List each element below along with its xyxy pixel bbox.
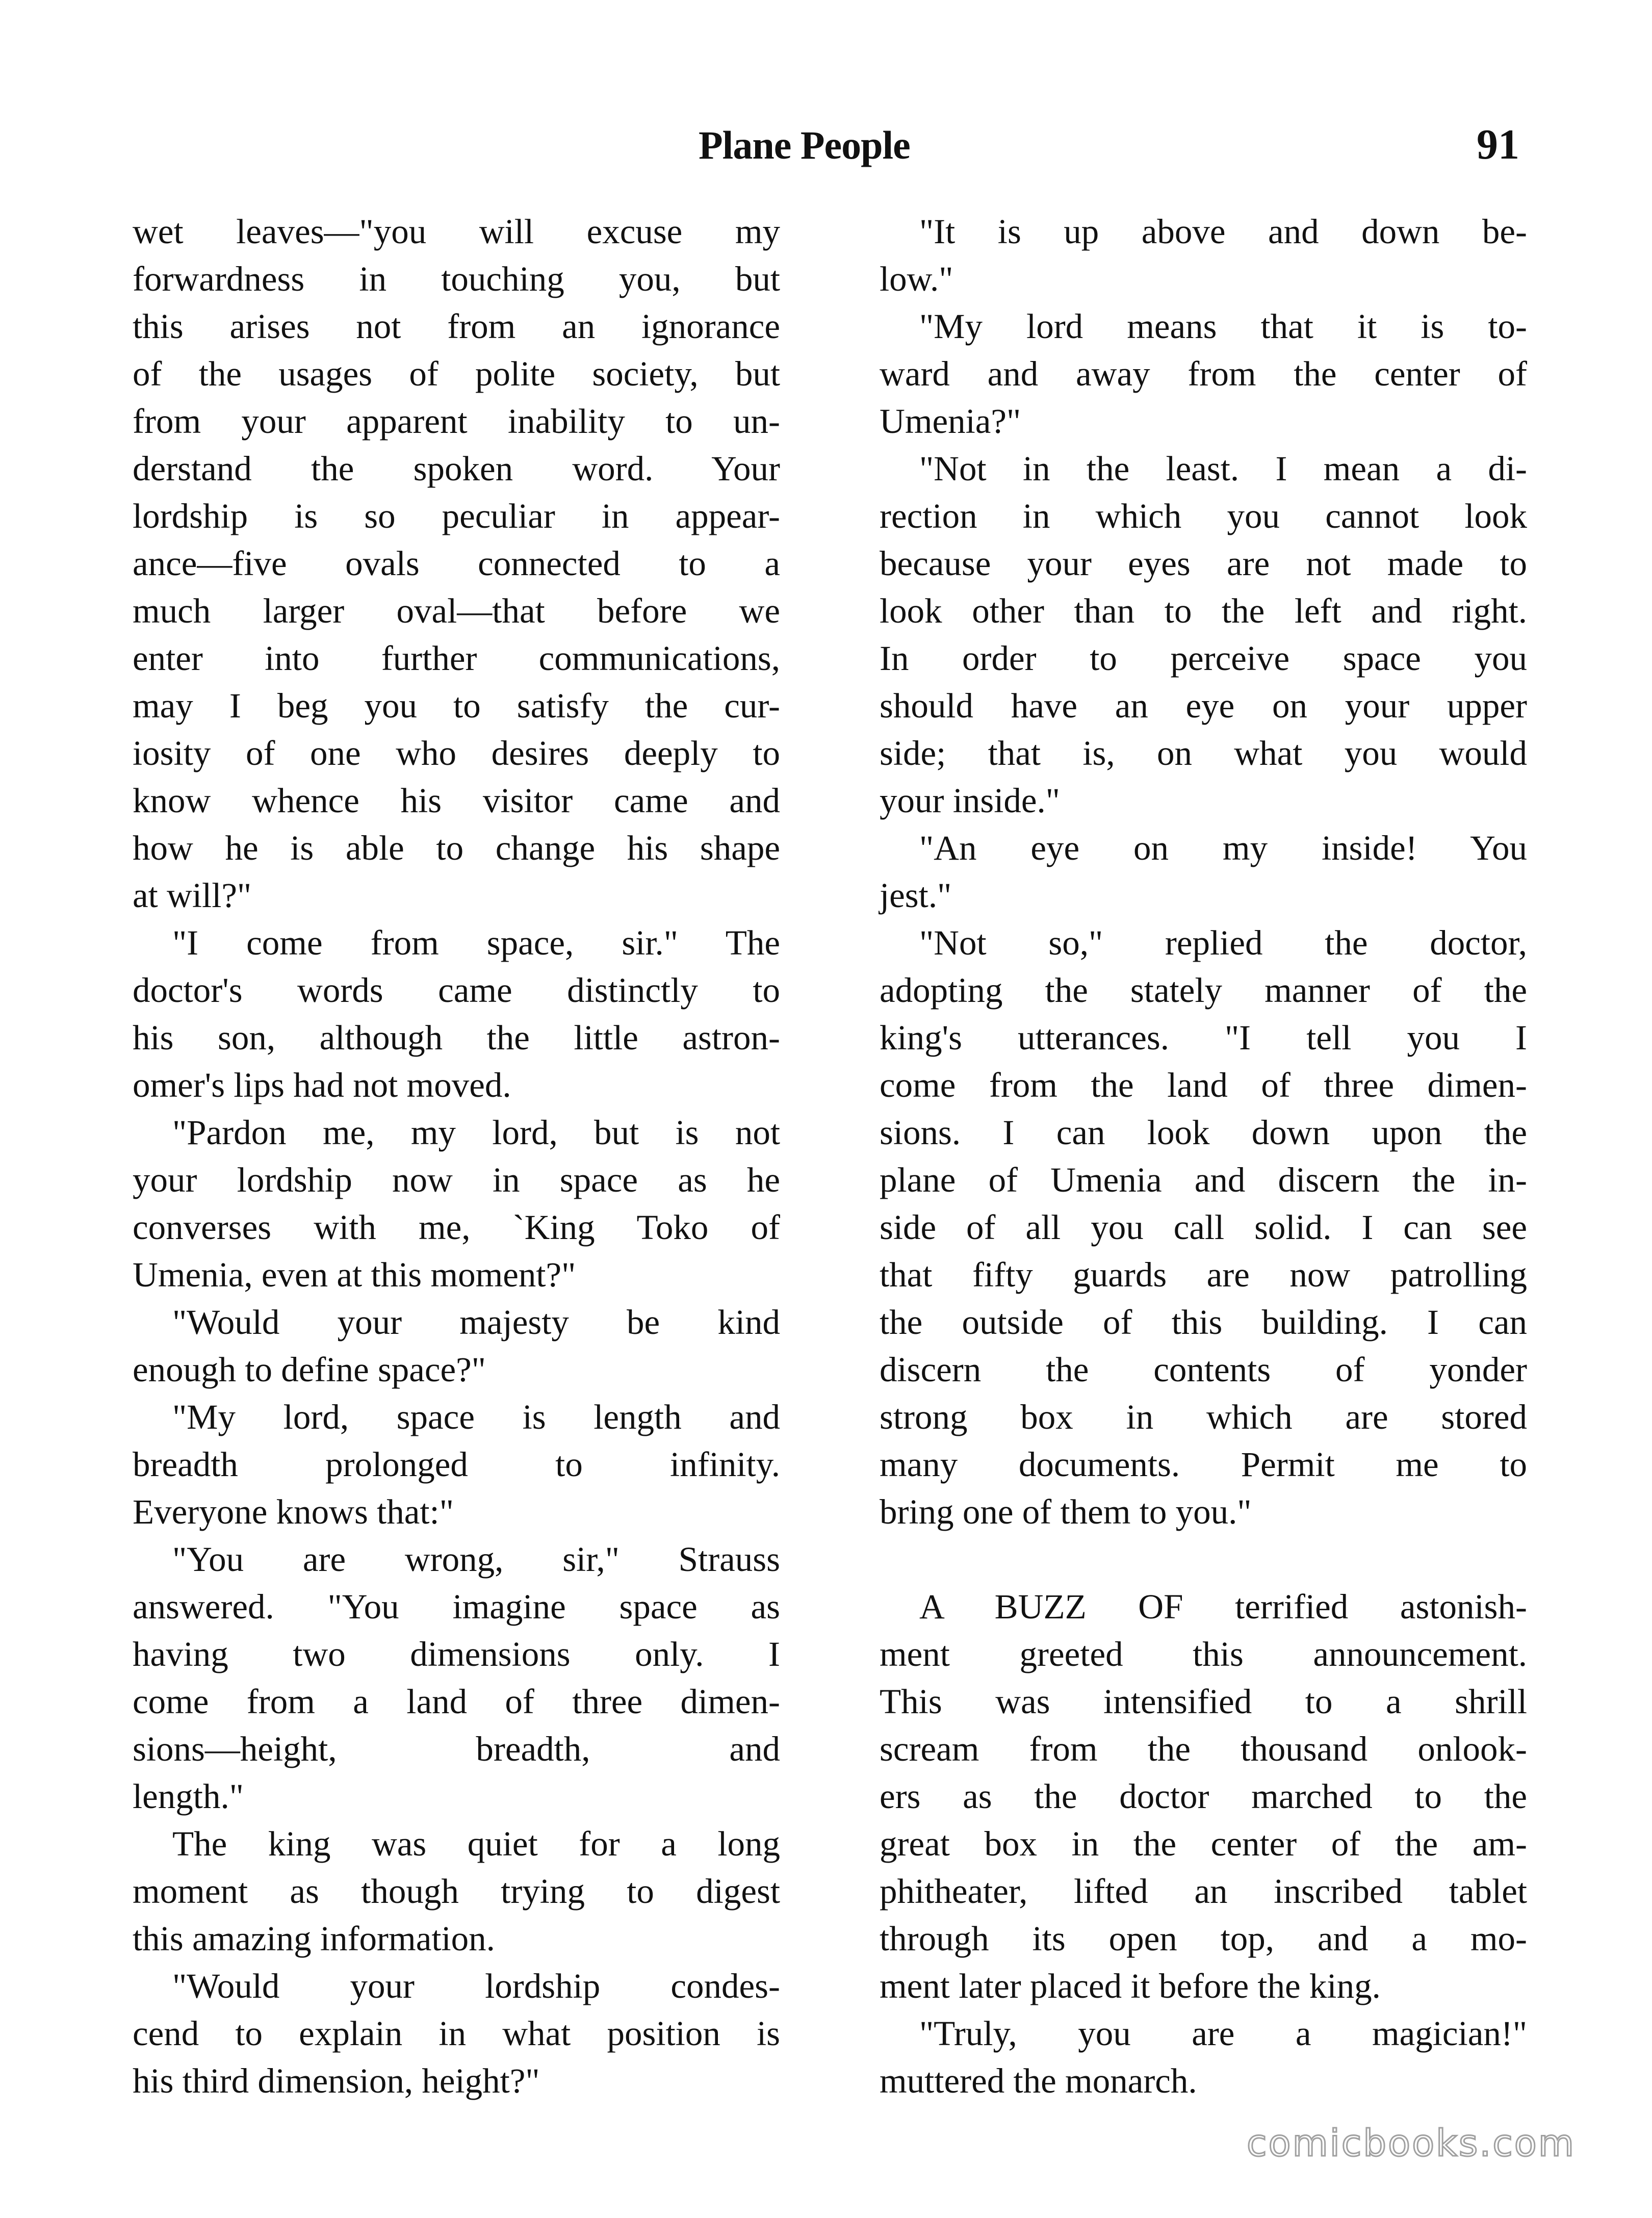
text-line: phitheater, lifted an inscribed tablet	[880, 1872, 1527, 1911]
text-line: come from the land of three dimen-	[880, 1066, 1527, 1104]
text-line: "Not so," replied the doctor,	[919, 923, 1527, 962]
text-line: omer's lips had not moved.	[133, 1066, 511, 1104]
text-line: bring one of them to you."	[880, 1492, 1252, 1531]
text-line: know whence his visitor came and	[133, 781, 780, 820]
text-line: his third dimension, height?"	[133, 2061, 540, 2100]
text-line: answered. "You imagine space as	[133, 1587, 780, 1626]
text-line: "An eye on my inside! You	[919, 829, 1527, 867]
text-line: sions. I can look down upon the	[880, 1113, 1527, 1152]
text-line: "You are wrong, sir," Strauss	[172, 1540, 780, 1579]
text-line: "Would your lordship condes-	[172, 1967, 780, 2005]
text-line: doctor's words came distinctly to	[133, 971, 780, 1010]
text-line: forwardness in touching you, but	[133, 260, 780, 298]
text-line: converses with me, `King Toko of	[133, 1208, 780, 1247]
text-line: his son, although the little astron-	[133, 1018, 780, 1057]
text-line: lordship is so peculiar in appear-	[133, 497, 780, 535]
text-line: In order to perceive space you	[880, 639, 1527, 678]
page-number: 91	[1477, 121, 1519, 168]
text-line: ment later placed it before the king.	[880, 1967, 1381, 2005]
running-header-title: Plane People	[699, 123, 910, 167]
text-line: plane of Umenia and discern the in-	[880, 1160, 1527, 1199]
text-line: sions—height, breadth, and	[133, 1730, 780, 1768]
site-watermark: comicbooks.com	[1246, 2122, 1576, 2164]
text-line: side of all you call solid. I can see	[880, 1208, 1527, 1247]
text-line: may I beg you to satisfy the cur-	[133, 686, 780, 725]
text-line: rection in which you cannot look	[880, 497, 1527, 535]
text-line: Everyone knows that:"	[133, 1492, 454, 1531]
text-line: king's utterances. "I tell you I	[880, 1018, 1527, 1057]
text-line: enter into further communications,	[133, 639, 780, 678]
text-line: derstand the spoken word. Your	[133, 449, 780, 488]
text-line: ance—five ovals connected to a	[133, 544, 780, 583]
text-line: that fifty guards are now patrolling	[880, 1255, 1527, 1294]
text-line: strong box in which are stored	[880, 1398, 1527, 1436]
text-line: Umenia?"	[880, 402, 1021, 441]
text-line: how he is able to change his shape	[133, 829, 780, 867]
text-line: ers as the doctor marched to the	[880, 1777, 1527, 1816]
text-line: your lordship now in space as he	[133, 1160, 780, 1199]
text-line: side; that is, on what you would	[880, 734, 1527, 772]
text-line: length."	[133, 1777, 244, 1816]
text-line: wet leaves—"you will excuse my	[133, 212, 780, 251]
text-line: ward and away from the center of	[880, 354, 1527, 393]
text-line: discern the contents of yonder	[880, 1350, 1527, 1389]
text-line: jest."	[880, 876, 952, 915]
text-line: "Not in the least. I mean a di-	[919, 449, 1527, 488]
left-text-column	[133, 208, 780, 2105]
text-line: "Would your majesty be kind	[172, 1303, 780, 1342]
text-line: of the usages of polite society, but	[133, 354, 780, 393]
text-line: "Pardon me, my lord, but is not	[172, 1113, 780, 1152]
text-line: this arises not from an ignorance	[133, 307, 780, 346]
text-line: great box in the center of the am-	[880, 1824, 1527, 1863]
text-line: this amazing information.	[133, 1919, 495, 1958]
text-line: enough to define space?"	[133, 1350, 486, 1389]
text-line: A BUZZ OF terrified astonish-	[919, 1587, 1527, 1626]
text-line: come from a land of three dimen-	[133, 1682, 780, 1721]
text-line: "My lord means that it is to-	[919, 307, 1527, 346]
text-line: should have an eye on your upper	[880, 686, 1527, 725]
text-line: "Truly, you are a magician!"	[919, 2014, 1527, 2053]
text-line: many documents. Permit me to	[880, 1445, 1527, 1484]
text-line: scream from the thousand onlook-	[880, 1730, 1527, 1768]
text-line: ment greeted this announcement.	[880, 1635, 1527, 1673]
text-line: low."	[880, 260, 953, 298]
text-line: "I come from space, sir." The	[172, 923, 780, 962]
text-line: cend to explain in what position is	[133, 2014, 780, 2053]
text-line: look other than to the left and right.	[880, 591, 1527, 630]
text-line: "My lord, space is length and	[172, 1398, 780, 1436]
text-line: Umenia, even at this moment?"	[133, 1255, 576, 1294]
text-line: having two dimensions only. I	[133, 1635, 780, 1673]
text-line: the outside of this building. I can	[880, 1303, 1527, 1342]
text-line: iosity of one who desires deeply to	[133, 734, 780, 772]
text-line: The king was quiet for a long	[172, 1824, 780, 1863]
text-line: muttered the monarch.	[880, 2061, 1197, 2100]
text-line: moment as though trying to digest	[133, 1872, 780, 1911]
text-line: This was intensified to a shrill	[880, 1682, 1527, 1721]
right-text-column	[880, 208, 1527, 2105]
text-line: adopting the stately manner of the	[880, 971, 1527, 1010]
text-line: at will?"	[133, 876, 252, 915]
text-line: from your apparent inability to un-	[133, 402, 780, 441]
text-line: much larger oval—that before we	[133, 591, 780, 630]
text-line: your inside."	[880, 781, 1060, 820]
section-break	[880, 1536, 1527, 1583]
text-line: because your eyes are not made to	[880, 544, 1527, 583]
text-line: "It is up above and down be-	[919, 212, 1527, 251]
text-line: through its open top, and a mo-	[880, 1919, 1527, 1958]
text-line: breadth prolonged to infinity.	[133, 1445, 780, 1484]
